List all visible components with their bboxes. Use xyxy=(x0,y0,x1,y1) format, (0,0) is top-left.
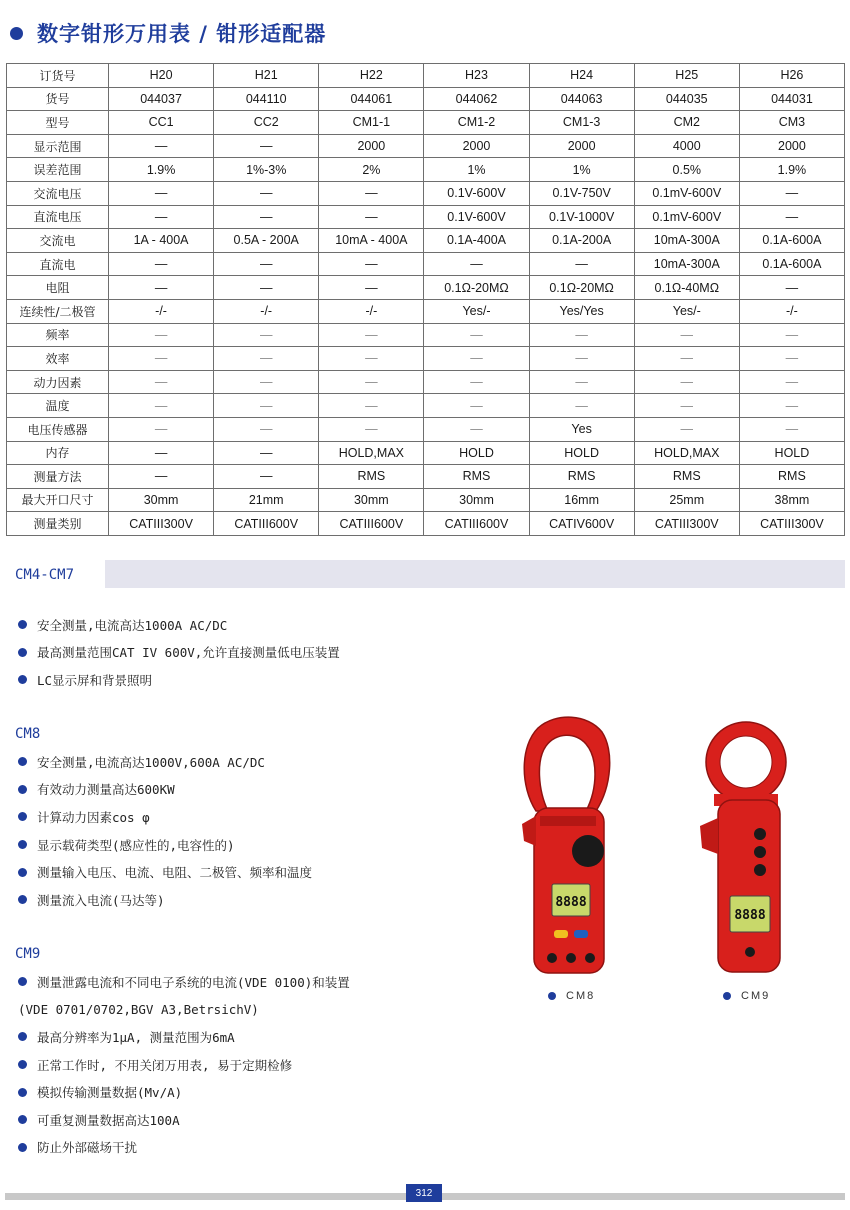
cm9-product-image xyxy=(690,716,790,976)
table-cell: Yes/Yes xyxy=(529,299,634,323)
cm4-cm7-feature-list xyxy=(18,611,340,694)
table-cell: H22 xyxy=(319,64,424,88)
list-item: 测量泄露电流和不同电子系统的电流(VDE 0100)和装置 xyxy=(18,968,350,996)
spec-table-body xyxy=(7,64,845,536)
bullet-icon xyxy=(18,757,27,766)
table-cell: 1%-3% xyxy=(214,158,319,182)
table-cell: 10mA-300A xyxy=(634,252,739,276)
table-cell: — xyxy=(109,370,214,394)
table-cell: 044035 xyxy=(634,87,739,111)
table-cell: — xyxy=(109,417,214,441)
table-row xyxy=(7,87,845,111)
list-item-continuation: (VDE 0701/0702,BGV A3,BetrsichV) xyxy=(18,1001,259,1017)
list-item: 测量输入电压、电流、电阻、二极管、频率和温度 xyxy=(18,858,312,886)
row-label: 直流电压 xyxy=(7,205,109,229)
table-cell: — xyxy=(214,465,319,489)
bullet-icon xyxy=(18,1088,27,1097)
table-cell: H24 xyxy=(529,64,634,88)
cm8-display-digits: 8888 xyxy=(555,895,587,910)
list-item: 可重复测量数据高达100A xyxy=(18,1106,350,1134)
table-cell: 1% xyxy=(529,158,634,182)
table-row xyxy=(7,134,845,158)
table-cell: 044062 xyxy=(424,87,529,111)
table-cell: 2% xyxy=(319,158,424,182)
table-cell: CM3 xyxy=(739,111,844,135)
list-item: 最高分辨率为1μA, 测量范围为6mA xyxy=(18,1023,350,1051)
row-label: 温度 xyxy=(7,394,109,418)
row-label: 交流电 xyxy=(7,229,109,253)
spec-table xyxy=(6,63,845,536)
table-cell: 044110 xyxy=(214,87,319,111)
table-cell: 0.1V-600V xyxy=(424,205,529,229)
table-cell: 044037 xyxy=(109,87,214,111)
table-cell: CATIII600V xyxy=(424,512,529,536)
table-cell: CC1 xyxy=(109,111,214,135)
table-row xyxy=(7,323,845,347)
table-cell: 16mm xyxy=(529,488,634,512)
row-label: 电压传感器 xyxy=(7,417,109,441)
table-cell: — xyxy=(214,205,319,229)
table-cell: — xyxy=(109,134,214,158)
table-cell: CATIII300V xyxy=(109,512,214,536)
table-cell: — xyxy=(739,205,844,229)
row-label: 直流电 xyxy=(7,252,109,276)
table-cell: — xyxy=(214,417,319,441)
table-row xyxy=(7,205,845,229)
table-cell: 0.1mV-600V xyxy=(634,205,739,229)
table-cell: 1.9% xyxy=(739,158,844,182)
table-cell: — xyxy=(424,252,529,276)
table-cell: — xyxy=(529,347,634,371)
table-row xyxy=(7,158,845,182)
table-cell: — xyxy=(739,276,844,300)
table-cell: H23 xyxy=(424,64,529,88)
cm9-caption: CM9 xyxy=(723,990,770,1002)
section-title-cm4-cm7: CM4-CM7 xyxy=(15,567,75,583)
bullet-icon xyxy=(18,675,27,684)
bullet-icon xyxy=(18,868,27,877)
list-item: 防止外部磁场干扰 xyxy=(18,1134,350,1162)
table-row xyxy=(7,370,845,394)
table-cell: CM1-2 xyxy=(424,111,529,135)
table-cell: — xyxy=(424,347,529,371)
table-cell: 1A - 400A xyxy=(109,229,214,253)
table-cell: CATIV600V xyxy=(529,512,634,536)
bullet-icon xyxy=(18,1143,27,1152)
table-cell: — xyxy=(214,252,319,276)
title-bullet-icon xyxy=(10,27,23,40)
table-cell: — xyxy=(319,347,424,371)
row-label: 频率 xyxy=(7,323,109,347)
table-cell: — xyxy=(634,417,739,441)
table-cell: 30mm xyxy=(319,488,424,512)
table-cell: — xyxy=(214,347,319,371)
table-row xyxy=(7,465,845,489)
table-cell: — xyxy=(214,394,319,418)
row-label: 最大开口尺寸 xyxy=(7,488,109,512)
table-row xyxy=(7,417,845,441)
table-cell: — xyxy=(529,370,634,394)
table-cell: CM1-3 xyxy=(529,111,634,135)
row-label: 型号 xyxy=(7,111,109,135)
list-item: 计算动力因素cos φ xyxy=(18,803,312,831)
table-cell: — xyxy=(739,181,844,205)
table-cell: CATIII600V xyxy=(214,512,319,536)
cm8-caption: CM8 xyxy=(548,990,595,1002)
table-cell: Yes xyxy=(529,417,634,441)
row-label: 货号 xyxy=(7,87,109,111)
table-cell: 2000 xyxy=(319,134,424,158)
table-cell: 044031 xyxy=(739,87,844,111)
table-row xyxy=(7,299,845,323)
page-title: 数字钳形万用表 / 钳形适配器 xyxy=(37,22,327,46)
section-title-cm9: CM9 xyxy=(15,946,41,962)
table-cell: -/- xyxy=(214,299,319,323)
table-cell: — xyxy=(634,323,739,347)
table-cell: -/- xyxy=(739,299,844,323)
table-cell: — xyxy=(319,205,424,229)
table-cell: — xyxy=(319,417,424,441)
cm9-feature-list xyxy=(18,968,350,1161)
table-cell: CC2 xyxy=(214,111,319,135)
table-cell: 2000 xyxy=(739,134,844,158)
bullet-icon xyxy=(18,977,27,986)
row-label: 交流电压 xyxy=(7,181,109,205)
table-cell: 0.1V-1000V xyxy=(529,205,634,229)
table-cell: 1.9% xyxy=(109,158,214,182)
section-title-cm8: CM8 xyxy=(15,726,41,742)
table-cell: 10mA-300A xyxy=(634,229,739,253)
table-cell: RMS xyxy=(634,465,739,489)
table-cell: CATIII600V xyxy=(319,512,424,536)
row-label: 测量类别 xyxy=(7,512,109,536)
list-item: 显示载荷类型(感应性的,电容性的) xyxy=(18,831,312,859)
table-cell: RMS xyxy=(529,465,634,489)
table-cell: — xyxy=(214,370,319,394)
table-cell: — xyxy=(109,205,214,229)
table-cell: 0.5% xyxy=(634,158,739,182)
table-cell: — xyxy=(634,394,739,418)
table-cell: — xyxy=(319,181,424,205)
table-cell: — xyxy=(109,465,214,489)
list-item: 安全测量,电流高达1000A AC/DC xyxy=(18,611,340,639)
bullet-icon xyxy=(723,992,731,1000)
table-cell: 0.1Ω-20MΩ xyxy=(529,276,634,300)
table-cell: — xyxy=(109,394,214,418)
list-item: 模拟传输测量数据(Mv/A) xyxy=(18,1078,350,1106)
row-label: 订货号 xyxy=(7,64,109,88)
table-cell: — xyxy=(319,370,424,394)
table-cell: RMS xyxy=(319,465,424,489)
table-row xyxy=(7,64,845,88)
table-cell: H26 xyxy=(739,64,844,88)
table-cell: — xyxy=(739,323,844,347)
table-cell: — xyxy=(109,181,214,205)
table-cell: — xyxy=(424,417,529,441)
table-cell: — xyxy=(424,370,529,394)
list-item: 安全测量,电流高达1000V,600A AC/DC xyxy=(18,748,312,776)
row-label: 显示范围 xyxy=(7,134,109,158)
section-header-bar xyxy=(105,560,845,588)
table-cell: 0.1V-600V xyxy=(424,181,529,205)
table-cell: RMS xyxy=(739,465,844,489)
table-cell: — xyxy=(634,347,739,371)
table-cell: HOLD,MAX xyxy=(634,441,739,465)
bullet-icon xyxy=(18,840,27,849)
table-cell: — xyxy=(319,276,424,300)
table-row xyxy=(7,512,845,536)
cm8-product-image xyxy=(516,716,616,976)
table-cell: — xyxy=(739,417,844,441)
table-cell: — xyxy=(109,323,214,347)
table-cell: 30mm xyxy=(424,488,529,512)
table-row xyxy=(7,111,845,135)
table-cell: 30mm xyxy=(109,488,214,512)
table-cell: Yes/- xyxy=(634,299,739,323)
table-cell: — xyxy=(109,347,214,371)
table-cell: — xyxy=(214,134,319,158)
bullet-icon xyxy=(18,1060,27,1069)
table-cell: 1% xyxy=(424,158,529,182)
table-cell: HOLD xyxy=(739,441,844,465)
table-cell: 044063 xyxy=(529,87,634,111)
table-cell: — xyxy=(319,252,424,276)
table-cell: 0.1mV-600V xyxy=(634,181,739,205)
row-label: 电阻 xyxy=(7,276,109,300)
table-cell: — xyxy=(109,276,214,300)
table-cell: — xyxy=(214,276,319,300)
table-cell: H20 xyxy=(109,64,214,88)
table-row xyxy=(7,229,845,253)
table-cell: HOLD xyxy=(424,441,529,465)
table-cell: 0.1A-600A xyxy=(739,252,844,276)
table-row xyxy=(7,394,845,418)
table-cell: — xyxy=(214,441,319,465)
bullet-icon xyxy=(18,620,27,629)
table-cell: 0.5A - 200A xyxy=(214,229,319,253)
table-cell: — xyxy=(739,347,844,371)
cm8-feature-list xyxy=(18,748,312,914)
row-label: 连续性/二极管 xyxy=(7,299,109,323)
bullet-icon xyxy=(18,785,27,794)
table-cell: 21mm xyxy=(214,488,319,512)
table-cell: Yes/- xyxy=(424,299,529,323)
table-row xyxy=(7,252,845,276)
list-item: LC显示屏和背景照明 xyxy=(18,666,340,694)
bullet-icon xyxy=(18,1032,27,1041)
table-cell: — xyxy=(109,441,214,465)
table-cell: 38mm xyxy=(739,488,844,512)
table-cell: CATIII300V xyxy=(634,512,739,536)
table-cell: — xyxy=(319,323,424,347)
list-item: 最高测量范围CAT IV 600V,允许直接测量低电压装置 xyxy=(18,639,340,667)
table-cell: 044061 xyxy=(319,87,424,111)
list-item: 测量流入电流(马达等) xyxy=(18,886,312,914)
page-number: 312 xyxy=(406,1184,442,1202)
table-cell: 0.1Ω-40MΩ xyxy=(634,276,739,300)
table-cell: 0.1A-400A xyxy=(424,229,529,253)
bullet-icon xyxy=(18,895,27,904)
bullet-icon xyxy=(18,1115,27,1124)
table-cell: H25 xyxy=(634,64,739,88)
table-cell: — xyxy=(109,252,214,276)
table-cell: CATIII300V xyxy=(739,512,844,536)
table-cell: CM1-1 xyxy=(319,111,424,135)
row-label: 内存 xyxy=(7,441,109,465)
table-row xyxy=(7,276,845,300)
table-cell: HOLD xyxy=(529,441,634,465)
table-row xyxy=(7,488,845,512)
table-cell: 2000 xyxy=(529,134,634,158)
table-cell: 25mm xyxy=(634,488,739,512)
table-cell: 0.1Ω-20MΩ xyxy=(424,276,529,300)
table-cell: 4000 xyxy=(634,134,739,158)
table-cell: — xyxy=(529,323,634,347)
table-cell: — xyxy=(214,181,319,205)
table-cell: — xyxy=(634,370,739,394)
table-cell: -/- xyxy=(109,299,214,323)
table-row xyxy=(7,441,845,465)
list-item: 正常工作时, 不用关闭万用表, 易于定期检修 xyxy=(18,1051,350,1079)
table-cell: — xyxy=(214,323,319,347)
table-cell: — xyxy=(529,252,634,276)
table-cell: 0.1V-750V xyxy=(529,181,634,205)
table-cell: 0.1A-600A xyxy=(739,229,844,253)
table-cell: 0.1A-200A xyxy=(529,229,634,253)
table-cell: — xyxy=(424,394,529,418)
table-cell: — xyxy=(424,323,529,347)
page-title-block xyxy=(10,18,326,48)
row-label: 测量方法 xyxy=(7,465,109,489)
table-cell: HOLD,MAX xyxy=(319,441,424,465)
table-cell: — xyxy=(739,370,844,394)
table-cell: H21 xyxy=(214,64,319,88)
table-row xyxy=(7,347,845,371)
row-label: 误差范围 xyxy=(7,158,109,182)
table-cell: CM2 xyxy=(634,111,739,135)
table-cell: RMS xyxy=(424,465,529,489)
bullet-icon xyxy=(18,648,27,657)
table-cell: — xyxy=(319,394,424,418)
table-cell: 10mA - 400A xyxy=(319,229,424,253)
bullet-icon xyxy=(18,812,27,821)
table-cell: — xyxy=(529,394,634,418)
row-label: 效率 xyxy=(7,347,109,371)
list-item: 有效动力测量高达600KW xyxy=(18,776,312,804)
row-label: 动力因素 xyxy=(7,370,109,394)
table-cell: — xyxy=(739,394,844,418)
table-cell: -/- xyxy=(319,299,424,323)
bullet-icon xyxy=(548,992,556,1000)
table-row xyxy=(7,181,845,205)
table-cell: 2000 xyxy=(424,134,529,158)
cm9-display-digits: 8888 xyxy=(734,908,766,923)
